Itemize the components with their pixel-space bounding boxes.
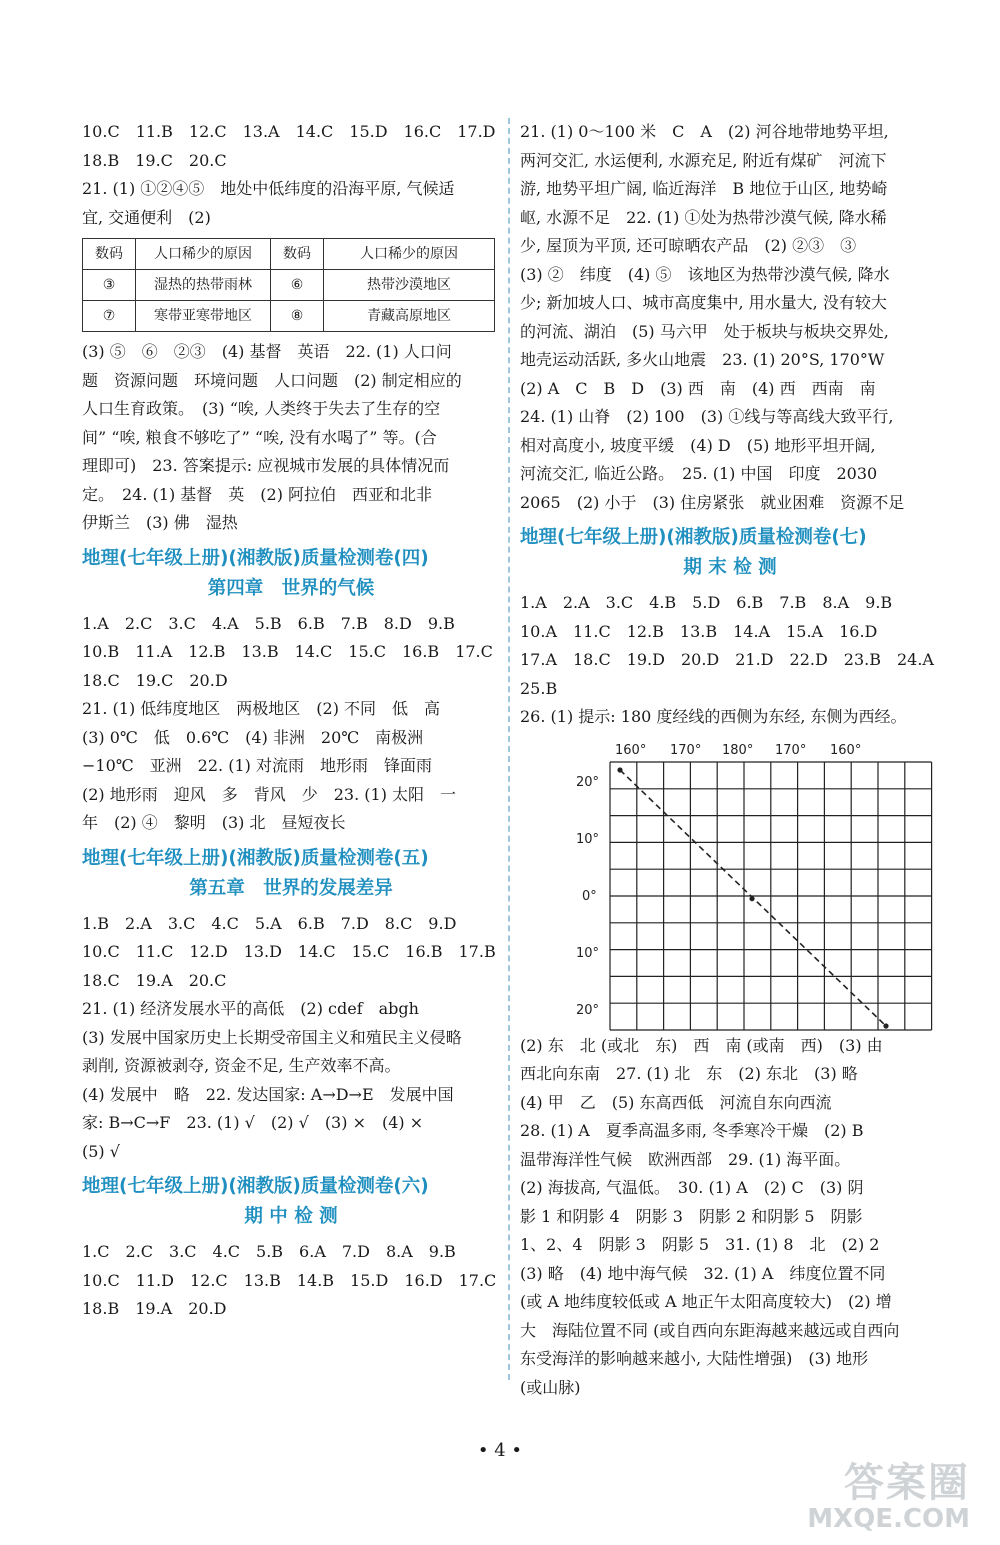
table-cell: ③ [83,270,136,301]
right-column [520,118,940,1402]
answer-line: (2) 东 北 (或北 东) 西 南 (或南 西) (3) 由 [520,1035,883,1055]
answer-line: 剥削, 资源被剥夺, 资金不足, 生产效率不高。 [82,1056,401,1075]
answer-line: 1.B 2.A 3.C 4.C 5.A 6.B 7.D 8.C 9.D [82,913,457,933]
answer-line: 人口生育政策。 (3) “唉, 人类终于失去了生存的空 [82,399,441,418]
answer-line: 地壳运动活跃, 多火山地震 23. (1) 20°S, 170°W [520,350,885,369]
route-point [883,1023,888,1028]
answer-line: (3) 发展中国家历史上长期受帝国主义和殖民主义侵略 [82,1027,462,1047]
answer-line: 理即可) 23. 答案提示: 应视城市发展的具体情况而 [82,456,450,475]
answer-line: (4) 甲 乙 (5) 东高西低 河流自东向西流 [520,1092,832,1112]
table-cell: 青藏高原地区 [324,301,495,332]
population-table [82,238,495,332]
answer-line: 两河交汇, 水运便利, 水源充足, 附近有煤矿 河流下 [520,150,887,170]
section-subtitle: 第五章 世界的发展差异 [189,877,393,899]
answer-line: 少; 新加坡人口、城市高度集中, 用水量大, 没有较大 [520,293,887,312]
table-header: 数码 [271,239,324,270]
answer-line: 28. (1) A 夏季高温多雨, 冬季寒冷干燥 (2) B [520,1121,864,1140]
answer-line: (3) 0℃ 低 0.6℃ (4) 非洲 20℃ 南极洲 [82,727,424,747]
latitude-label: 0° [582,888,597,904]
answer-line: 21. (1) 0～100 米 C A (2) 河谷地带地势平坦, [520,122,889,141]
section-subtitle: 期 末 检 测 [683,557,777,578]
answer-line: (或 A 地纬度较低或 A 地正午太阳高度较大) (2) 增 [520,1292,892,1311]
route-point [617,767,622,772]
answer-line: (或山脉) [520,1377,581,1397]
latitude-label: 20° [576,1002,600,1018]
table-header: 数码 [83,239,136,270]
answer-line: 10.C 11.C 12.D 13.D 14.C 15.C 16.B 17.B [82,942,496,961]
answer-line: 河流交汇, 临近公路。 25. (1) 中国 印度 2030 [520,464,878,483]
answer-line: 影 1 和阴影 4 阴影 3 阴影 2 和阴影 5 阴影 [520,1206,863,1226]
longitude-label: 180° [722,742,754,758]
answer-line: 少, 屋顶为平顶, 还可晾晒农产品 (2) ②③ ③ [520,236,857,255]
table-cell: ⑥ [271,270,324,301]
answer-line: −10℃ 亚洲 22. (1) 对流雨 地形雨 锋面雨 [82,756,432,775]
answer-line: 年 (2) ④ 黎明 (3) 北 昼短夜长 [82,813,346,832]
answer-line: 定。 24. (1) 基督 英 (2) 阿拉伯 西亚和北非 [82,484,433,504]
lat-lon-grid [520,732,940,1032]
table-cell: 寒带亚寒带地区 [136,301,271,332]
left-column [82,118,500,1324]
answer-line: (2) 地形雨 迎风 多 背风 少 23. (1) 太阳 一 [82,784,457,804]
answer-line: 家: B→C→F 23. (1) √ (2) √ (3) × (4) × [82,1113,424,1132]
answer-line: 21. (1) 经济发展水平的高低 (2) cdef abgh [82,999,419,1018]
answer-line: 10.C 11.D 12.C 13.B 14.B 15.D 16.D 17.C [82,1270,497,1290]
longitude-label: 160° [830,742,862,758]
answer-line: 温带海洋性气候 欧洲西部 29. (1) 海平面。 [520,1149,851,1169]
answer-line: 1.A 2.C 3.C 4.A 5.B 6.B 7.B 8.D 9.B [82,613,455,633]
answer-line: (5) √ [82,1141,120,1161]
answer-line: 21. (1) ①②④⑤ 地处中低纬度的沿海平原, 气候适 [82,179,455,198]
answer-line: 2065 (2) 小于 (3) 住房紧张 就业困难 资源不足 [520,492,905,512]
table-header: 人口稀少的原因 [324,239,495,270]
answer-line: 10.A 11.C 12.B 13.B 14.A 15.A 16.D [520,621,878,641]
section-title: 地理(七年级上册)(湘教版)质量检测卷(六) [82,1176,429,1197]
answer-line: (3) ⑤ ⑥ ②③ (4) 基督 英语 22. (1) 人口问 [82,342,452,361]
answer-line: 游, 地势平坦广阔, 临近海洋 B 地位于山区, 地势崎 [520,179,888,198]
answer-line: 大 海陆位置不同 (或自西向东距海越来越远或自西向 [520,1320,900,1340]
column-divider [508,118,510,1380]
answer-line: 东受海洋的影响越来越小, 大陆性增强) (3) 地形 [520,1349,869,1368]
answer-line: 24. (1) 山脊 (2) 100 (3) ①线与等高线大致平行, [520,407,894,426]
latitude-label: 10° [576,831,600,847]
route-dashed-line [617,767,888,1028]
table-header-row [83,239,495,270]
answer-line: 10.C 11.B 12.C 13.A 14.C 15.D 16.C 17.D [82,122,496,141]
answer-line: (2) A C B D (3) 西 南 (4) 西 西南 南 [520,378,876,398]
grid-lines [610,762,932,1030]
answer-line: 18.B 19.C 20.C [82,150,227,170]
lat-lon-grid-figure [520,732,940,1032]
section-subtitle: 期 中 检 测 [244,1206,338,1227]
answer-line: 相对高度小, 坡度平缓 (4) D (5) 地形平坦开阔, [520,435,876,455]
answer-line: 18.C 19.A 20.C [82,970,227,990]
longitude-label: 170° [775,742,807,758]
answer-line: 1.A 2.A 3.C 4.B 5.D 6.B 7.B 8.A 9.B [520,593,893,612]
watermark-text: 答案圈 [844,1460,970,1506]
answer-line: 17.A 18.C 19.D 20.D 21.D 22.D 23.B 24.A [520,650,934,669]
watermark-logo [807,1461,970,1533]
table-cell: ⑧ [271,301,324,332]
answer-line: 18.B 19.A 20.D [82,1299,227,1318]
longitude-label: 160° [615,742,647,758]
answer-line: 18.C 19.C 20.D [82,670,228,690]
answer-line: 岖, 水源不足 22. (1) ①处为热带沙漠气候, 降水稀 [520,207,887,227]
answer-line: 1.C 2.C 3.C 4.C 5.B 6.A 7.D 8.A 9.B [82,1242,456,1261]
answer-line: (3) ② 纬度 (4) ⑤ 该地区为热带沙漠气候, 降水 [520,264,890,284]
answer-line: 21. (1) 低纬度地区 两极地区 (2) 不同 低 高 [82,699,441,718]
answer-line: 的河流、湖泊 (5) 马六甲 处于板块与板块交界处, [520,321,889,341]
latitude-label: 10° [576,945,600,961]
answer-line: 26. (1) 提示: 180 度经线的西侧为东经, 东侧为西经。 [520,707,907,726]
latitude-label: 20° [576,774,600,790]
answer-line: 间” “唉, 粮食不够吃了” “唉, 没有水喝了” 等。(合 [82,427,437,447]
answer-line: (2) 海拔高, 气温低。 30. (1) A (2) C (3) 阴 [520,1178,864,1197]
answer-line: (3) 略 (4) 地中海气候 32. (1) A 纬度位置不同 [520,1263,886,1283]
answer-line: 宜, 交通便利 (2) [82,207,211,227]
table-cell: 湿热的热带雨林 [136,270,271,301]
table-row [83,301,495,332]
table-row [83,270,495,301]
section-subtitle: 第四章 世界的气候 [207,577,375,599]
route-point [749,896,754,901]
longitude-label: 170° [670,742,702,758]
section-title: 地理(七年级上册)(湘教版)质量检测卷(七) [520,527,867,548]
table-header: 人口稀少的原因 [136,239,271,270]
answer-line: 1、2、4 阴影 3 阴影 5 31. (1) 8 北 (2) 2 [520,1235,880,1254]
answer-line: (4) 发展中 略 22. 发达国家: A→D→E 发展中国 [82,1084,454,1104]
section-title: 地理(七年级上册)(湘教版)质量检测卷(四) [82,547,429,569]
answer-line: 10.B 11.A 12.B 13.B 14.C 15.C 16.B 17.C [82,642,493,661]
answer-line: 西北向东南 27. (1) 北 东 (2) 东北 (3) 略 [520,1064,858,1083]
answer-line: 25.B [520,678,558,698]
watermark-url: MXQE.COM [807,1504,970,1534]
answer-line: 题 资源问题 环境问题 人口问题 (2) 制定相应的 [82,370,462,390]
section-title: 地理(七年级上册)(湘教版)质量检测卷(五) [82,847,429,869]
table-cell: 热带沙漠地区 [324,270,495,301]
table-cell: ⑦ [83,301,136,332]
answer-line: 伊斯兰 (3) 佛 湿热 [82,513,238,532]
page-number: • 4 • [477,1440,523,1461]
